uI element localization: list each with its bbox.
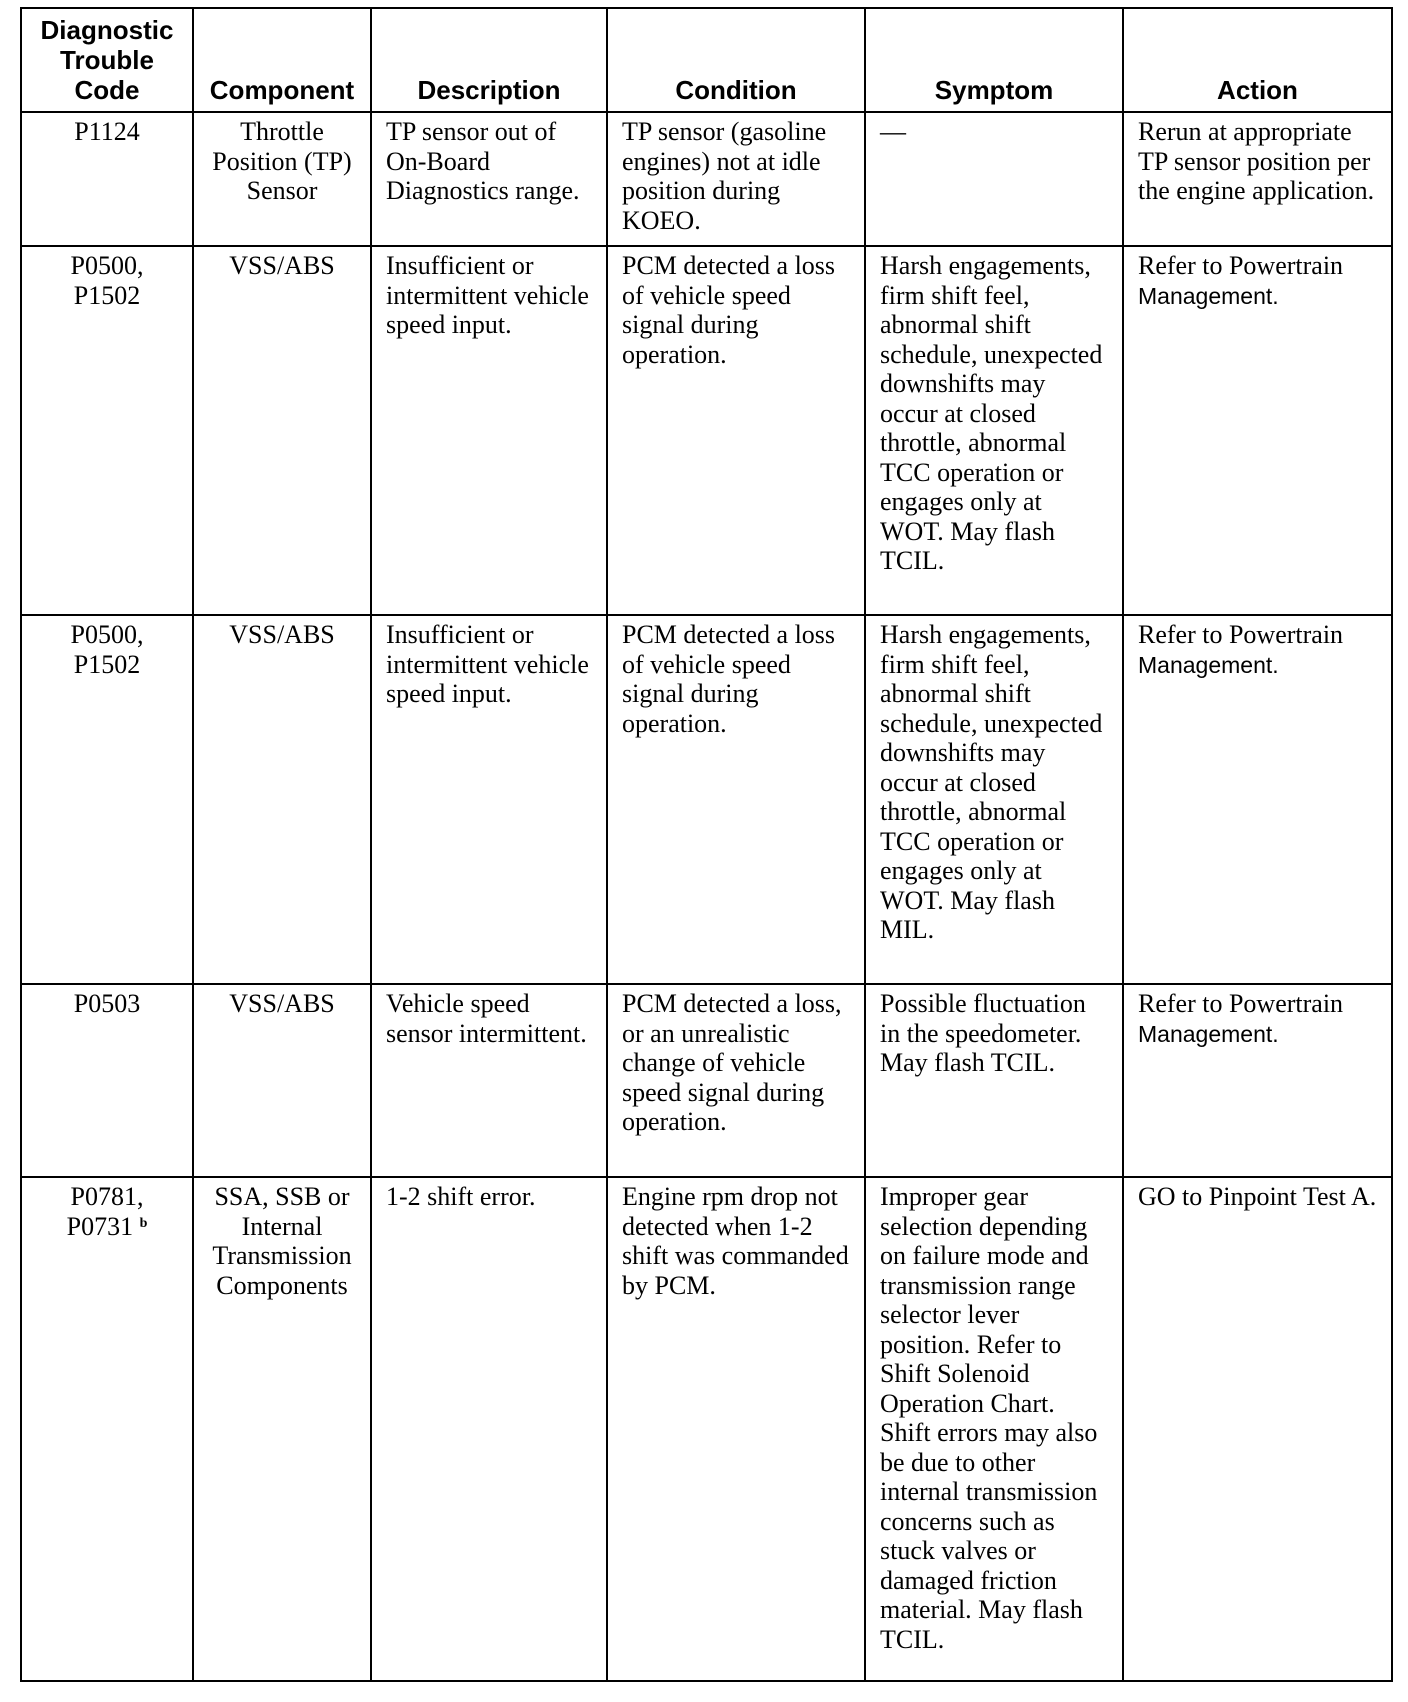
cell-action bbox=[1123, 615, 1392, 984]
header-action: Action bbox=[1123, 8, 1392, 112]
cell-code: P0500, P1502 bbox=[21, 246, 193, 615]
table-row bbox=[21, 984, 1392, 1177]
cell-condition: Engine rpm drop not detected when 1-2 shift was commanded by PCM. bbox=[607, 1177, 865, 1681]
cell-symptom: Harsh engagements, firm shift feel, abnormal shift schedule, unexpected downshifts may occur at closed throttle, abnormal TCC operation or engages only at WOT. May flash MIL. bbox=[865, 615, 1123, 984]
cell-condition: TP sensor (gasoline engines) not at idle position during KOEO. bbox=[607, 112, 865, 246]
cell-component: Throttle Position (TP) Sensor bbox=[193, 112, 371, 246]
header-condition: Condition bbox=[607, 8, 865, 112]
header-row bbox=[21, 8, 1392, 112]
action-text: Refer to Powertrain bbox=[1138, 989, 1344, 1018]
cell-description: Insufficient or intermittent vehicle speed input. bbox=[371, 615, 607, 984]
table-row bbox=[21, 1177, 1392, 1681]
cell-code bbox=[21, 1177, 193, 1681]
action-link-text: Management. bbox=[1138, 282, 1279, 309]
cell-action bbox=[1123, 984, 1392, 1177]
cell-symptom: Harsh engagements, firm shift feel, abnormal shift schedule, unexpected downshifts may occur at closed throttle, abnormal TCC operation or engages only at WOT. May flash TCIL. bbox=[865, 246, 1123, 615]
cell-component: SSA, SSB or Internal Transmission Components bbox=[193, 1177, 371, 1681]
cell-component: VSS/ABS bbox=[193, 615, 371, 984]
cell-component: VSS/ABS bbox=[193, 246, 371, 615]
cell-condition: PCM detected a loss of vehicle speed signal during operation. bbox=[607, 615, 865, 984]
cell-description: Insufficient or intermittent vehicle speed input. bbox=[371, 246, 607, 615]
cell-component: VSS/ABS bbox=[193, 984, 371, 1177]
code-text: P0781, P0731 bbox=[66, 1182, 144, 1241]
table-row bbox=[21, 246, 1392, 615]
cell-code: P0500, P1502 bbox=[21, 615, 193, 984]
cell-symptom: — bbox=[865, 112, 1123, 246]
action-link-text: Management. bbox=[1138, 651, 1279, 678]
cell-condition: PCM detected a loss, or an unrealistic change of vehicle speed signal during operation. bbox=[607, 984, 865, 1177]
header-dtc-line1: Diagnostic bbox=[40, 15, 174, 45]
cell-condition: PCM detected a loss of vehicle speed signal during operation. bbox=[607, 246, 865, 615]
header-symptom: Symptom bbox=[865, 8, 1123, 112]
table-row bbox=[21, 615, 1392, 984]
header-description: Description bbox=[371, 8, 607, 112]
cell-code: P1124 bbox=[21, 112, 193, 246]
cell-action bbox=[1123, 246, 1392, 615]
footnote-marker: b bbox=[139, 1215, 148, 1231]
dtc-table bbox=[20, 7, 1393, 1682]
header-dtc-line3: Code bbox=[74, 75, 140, 105]
cell-action: Rerun at appropriate TP sensor position per the engine application. bbox=[1123, 112, 1392, 246]
cell-description: 1-2 shift error. bbox=[371, 1177, 607, 1681]
header-dtc-line2: Trouble bbox=[60, 45, 154, 75]
cell-symptom: Possible fluctuation in the speedometer. May flash TCIL. bbox=[865, 984, 1123, 1177]
cell-code: P0503 bbox=[21, 984, 193, 1177]
action-text: Refer to Powertrain bbox=[1138, 620, 1344, 649]
cell-description: Vehicle speed sensor intermittent. bbox=[371, 984, 607, 1177]
cell-action: GO to Pinpoint Test A. bbox=[1123, 1177, 1392, 1681]
cell-symptom: Improper gear selection depending on failure mode and transmission range selector lever position. Refer to Shift Solenoid Operation Chart. Shift errors may also be due to other internal transmission concerns such as stuck valves or damaged friction material. May flash TCIL. bbox=[865, 1177, 1123, 1681]
cell-description: TP sensor out of On-Board Diagnostics range. bbox=[371, 112, 607, 246]
table-row bbox=[21, 112, 1392, 246]
header-component: Component bbox=[193, 8, 371, 112]
action-text: Refer to Powertrain bbox=[1138, 251, 1344, 280]
header-dtc bbox=[21, 8, 193, 112]
action-link-text: Management. bbox=[1138, 1020, 1279, 1047]
